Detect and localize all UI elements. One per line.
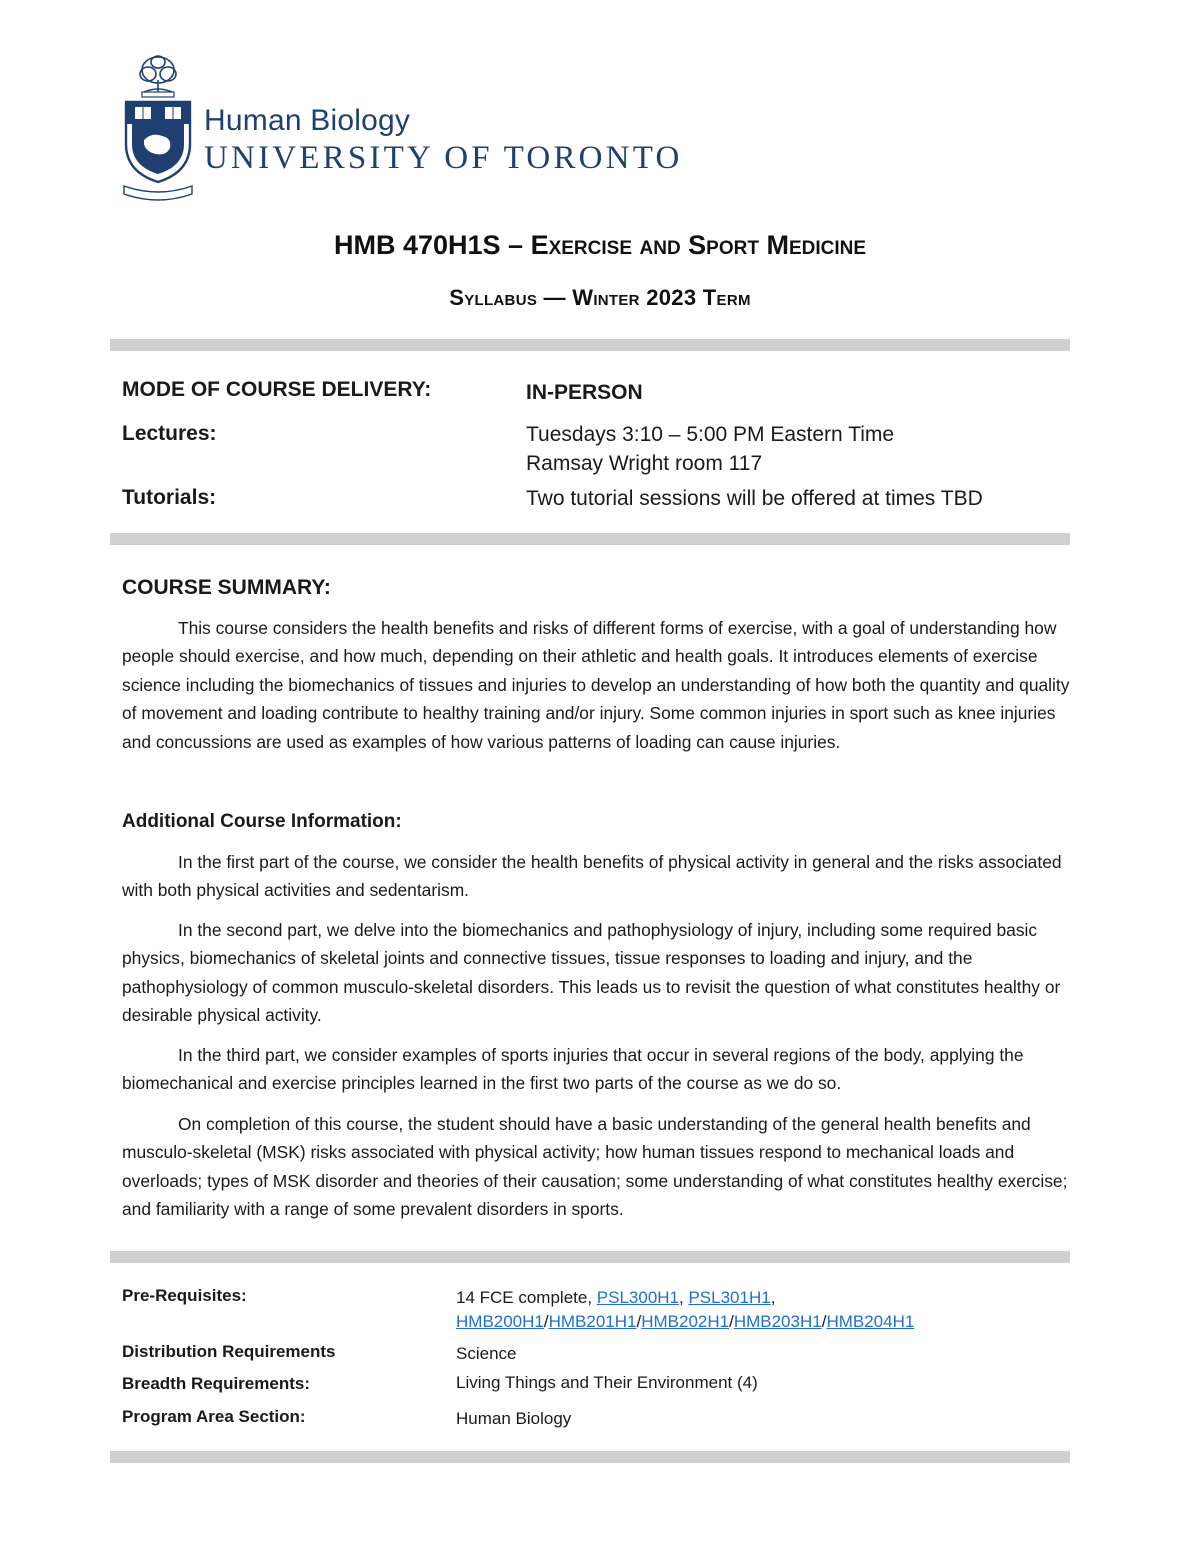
additional-info-heading: Additional Course Information: — [122, 811, 402, 832]
course-link-hmb202h1[interactable]: HMB202H1 — [641, 1312, 730, 1331]
divider — [110, 1451, 1070, 1463]
additional-paragraph-1 — [122, 848, 1074, 905]
lectures-time: Tuesdays 3:10 – 5:00 PM Eastern Time — [526, 423, 895, 446]
tutorials-label: Tutorials: — [122, 486, 217, 509]
course-summary-text — [122, 614, 1074, 756]
delivery-mode-value: IN-PERSON — [526, 381, 643, 404]
additional-paragraph-3 — [122, 1041, 1074, 1098]
prerequisites-label: Pre-Requisites: — [122, 1286, 247, 1305]
distribution-value: Science — [456, 1344, 517, 1363]
syllabus-subtitle: Syllabus — Winter 2023 Term — [449, 285, 751, 310]
university-crest-icon — [122, 52, 194, 204]
paragraph-text: In the third part, we consider examples of sports injuries that occur in several regions of the body, applying the biomechanical and exercise principles learned in the first two parts of the course as we do so. — [122, 1045, 1024, 1094]
course-name: Exercise and Sport Medicine — [530, 230, 867, 260]
course-link-hmb200h1[interactable]: HMB200H1 — [456, 1312, 544, 1331]
divider — [110, 339, 1070, 351]
paragraph-text: In the second part, we delve into the biomechanics and pathophysiology of injury, including some required basic physics, biomechanics of skeletal joints and connective tissues, tissue responses to loading and injury, and the pathophysiology of common musculo-skeletal disorders. This leads us to revisit the question of what constitutes healthy or desirable physical activity. — [122, 920, 1061, 1026]
breadth-label: Breadth Requirements: — [122, 1374, 310, 1393]
course-code: HMB 470H1S – — [333, 230, 531, 260]
divider — [110, 1251, 1070, 1263]
course-link-hmb203h1[interactable]: HMB203H1 — [733, 1312, 822, 1331]
university-name: UNIVERSITY OF TORONTO — [204, 140, 683, 176]
lectures-room: Ramsay Wright room 117 — [526, 452, 763, 475]
course-summary-heading: COURSE SUMMARY: — [122, 576, 331, 599]
additional-paragraph-2 — [122, 916, 1074, 1030]
delivery-mode-label: MODE OF COURSE DELIVERY: — [122, 378, 432, 401]
program-area-value: Human Biology — [456, 1409, 572, 1428]
course-link-psl301h1[interactable]: PSL301H1 — [688, 1288, 771, 1307]
course-link-hmb204h1[interactable]: HMB204H1 — [826, 1312, 915, 1331]
university-logo — [122, 52, 742, 204]
breadth-value: Living Things and Their Environment (4) — [456, 1373, 758, 1392]
course-title — [0, 230, 1200, 261]
distribution-label: Distribution Requirements — [122, 1342, 336, 1361]
course-summary-body: This course considers the health benefits and risks of different forms of exercise, with a goal of understanding how people should exercise, and how much, depending on their athletic and health goals. It introduces elements of exercise science including the biomechanics of tissues and injuries to develop an understanding of how both the quantity and quality of movement and loading contribute to healthy training and/or injury. Some common injuries in sport such as knee injuries and concussions are used as examples of how various patterns of loading can cause injuries. — [122, 618, 1070, 752]
paragraph-text: In the first part of the course, we consider the health benefits of physical activity in general and the risks associated with both physical activities and sedentarism. — [122, 852, 1062, 901]
program-area-label: Program Area Section: — [122, 1407, 306, 1426]
additional-paragraph-4 — [122, 1110, 1074, 1224]
divider — [110, 533, 1070, 545]
course-link-psl300h1[interactable]: PSL300H1 — [596, 1288, 680, 1307]
unit-name: Human Biology — [204, 104, 411, 137]
course-link-hmb201h1[interactable]: HMB201H1 — [548, 1312, 637, 1331]
lectures-label: Lectures: — [122, 422, 217, 445]
tutorials-value: Two tutorial sessions will be offered at times TBD — [526, 487, 983, 510]
prerequisites-value: 14 FCE complete, PSL300H1, PSL301H1, HMB200H1/HMB201H1/HMB202H1/HMB203H1/HMB204H1 — [456, 1288, 915, 1331]
lectures-value — [526, 420, 894, 478]
prerequisites-prefix: 14 FCE complete, — [456, 1288, 597, 1307]
paragraph-text: On completion of this course, the student should have a basic understanding of the general health benefits and musculo-skeletal (MSK) risks associated with physical activity; how human tissues respond to mechanical loads and overloads; types of MSK disorder and theories of their causation; some understanding of what constitutes healthy exercise; and familiarity with a range of some prevalent disorders in sports. — [122, 1114, 1068, 1220]
